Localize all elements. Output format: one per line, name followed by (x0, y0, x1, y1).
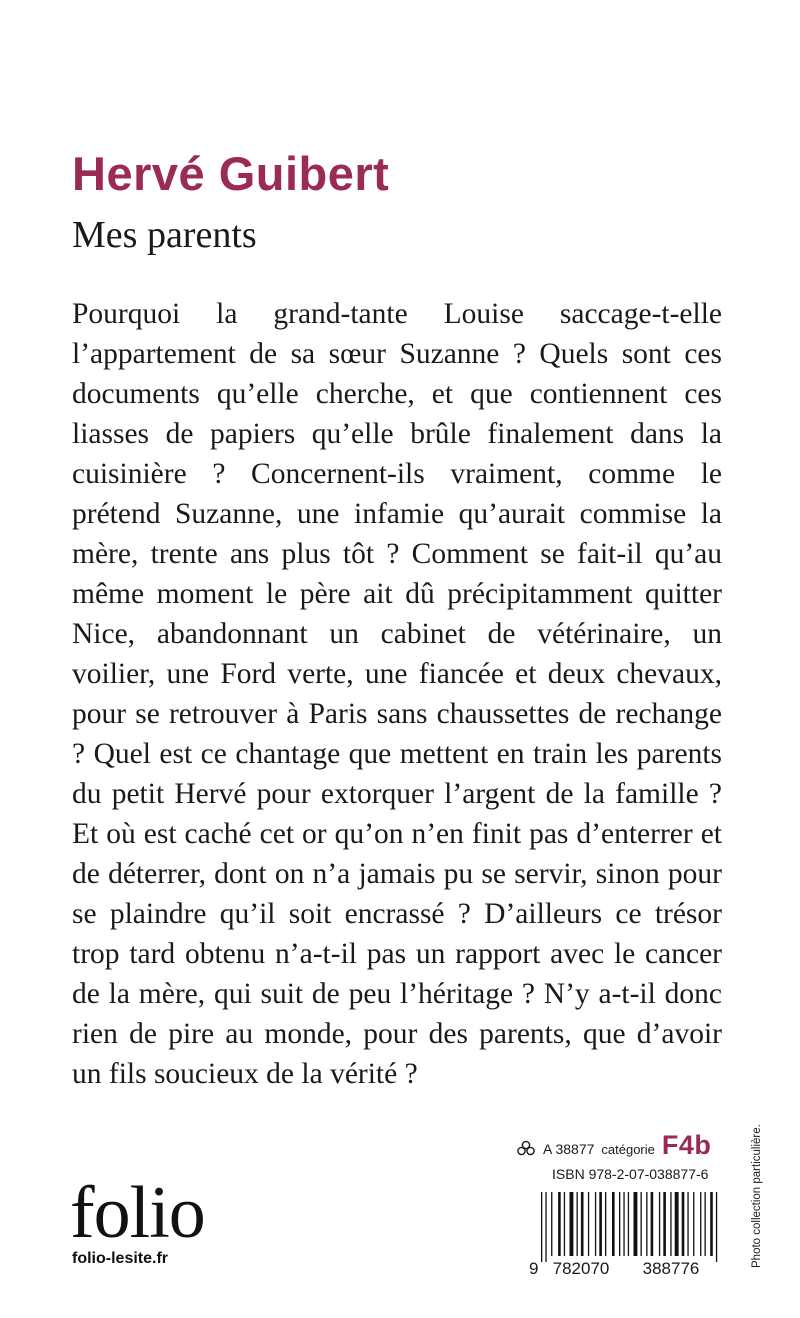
barcode-bar (581, 1192, 584, 1256)
blurb (72, 294, 722, 1094)
barcode-bar (716, 1192, 717, 1262)
barcode-bar (564, 1192, 565, 1256)
barcode-bar (663, 1192, 666, 1256)
barcode-bar (599, 1192, 602, 1256)
barcode-digits-left: 782070 (552, 1259, 610, 1276)
barcode-bar (646, 1192, 647, 1256)
barcode-bar (705, 1192, 706, 1256)
barcode-bar (651, 1192, 654, 1256)
category-label: catégorie (601, 1142, 655, 1157)
barcode (527, 1190, 727, 1276)
publisher-site: folio-lesite.fr (72, 1250, 169, 1267)
barcode-bar (545, 1192, 546, 1262)
barcode-bar (595, 1192, 596, 1256)
barcode-graphic (527, 1190, 727, 1276)
barcode-bar (628, 1192, 629, 1256)
publisher-logo: folio (70, 1172, 205, 1254)
barcode-bar (700, 1192, 701, 1256)
barcode-bar (588, 1192, 589, 1256)
photo-credit: Photo collection particulière. (751, 1124, 763, 1268)
barcode-bar (670, 1192, 671, 1256)
barcode-bar (687, 1192, 688, 1256)
barcode-bar (570, 1192, 574, 1256)
blurb-text: Pourquoi la grand-tante Louise saccage-t-elle l’appartement de sa sœur Suzanne ? Quels sont ces documents qu’elle cherche, et que contiennent ces liasses de papiers qu’elle brûle finalement dans la cuisinière ? Concernent-ils vraiment, comme le prétend Suzanne, une infamie qu’aurait commise la mère, trente ans plus tôt ? Comment se fait-il qu’au même moment le père ait dû précipitamment quitter Nice, abandonnant un cabinet de vétérinaire, un voilier, une Ford verte, une fiancée et deux chevaux, pour se retrouver à Paris sans chaussettes de rechange ? Quel est ce chantage que mettent en train les parents du petit Hervé pour extorquer l’argent de la famille ? Et où est caché cet or qu’on n’en finit pas d’enterrer et de déterrer, dont on n’a jamais pu se servir, sinon pour se plaindre qu’il soit encrassé ? D’ailleurs ce trésor trop tard obtenu n’a-t-il pas un rapport avec le cancer de la mère, qui suit de peu l’héritage ? N’y a-t-il donc rien de pire au monde, pour des parents, que d’avoir un fils soucieux de la vérité ? (72, 298, 722, 1090)
barcode-bar (682, 1192, 685, 1256)
barcode-digit-first: 9 (529, 1259, 539, 1276)
barcode-bar (619, 1192, 620, 1256)
barcode-bar (541, 1192, 542, 1262)
barcode-bar (659, 1192, 660, 1256)
catalog-reference: A 38877 (543, 1141, 595, 1157)
barcode-bar (675, 1192, 679, 1256)
barcode-digits-right: 388776 (642, 1259, 700, 1276)
barcode-bar (710, 1192, 713, 1256)
author-name: Hervé Guibert (72, 147, 390, 200)
trefoil-icon (516, 1140, 536, 1156)
book-title: Mes parents (72, 214, 257, 256)
barcode-bar (612, 1192, 615, 1256)
barcode-bar (634, 1192, 638, 1256)
barcode-bar (558, 1192, 561, 1256)
isbn: ISBN 978-2-07-038877-6 (552, 1166, 709, 1182)
barcode-bar (623, 1192, 624, 1256)
barcode-bar (605, 1192, 606, 1256)
catalog-line (516, 1130, 711, 1161)
barcode-bar (641, 1192, 642, 1256)
barcode-bar (551, 1192, 552, 1256)
category-code: F4b (661, 1130, 712, 1160)
barcode-bar (577, 1192, 578, 1256)
barcode-bar (693, 1192, 694, 1256)
